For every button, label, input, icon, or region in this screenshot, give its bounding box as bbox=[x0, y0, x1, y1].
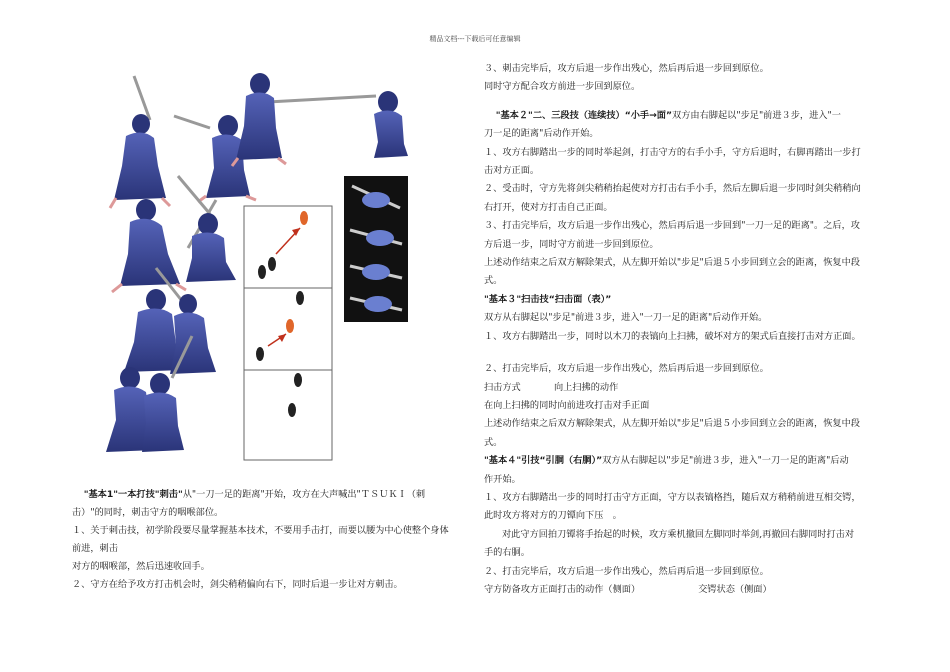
text-line: 在向上扫拂的同时向前进攻打击对手正面 bbox=[484, 399, 650, 411]
section-title-basic2: "基本２"二、三段技（连续技）“小手→面” bbox=[495, 109, 673, 121]
kendo-figure bbox=[170, 294, 216, 374]
text-line: ３、打击完毕后，攻方后退一步作出残心，然后再后退一步回到"一刀一足的距离"。之后，攻 bbox=[484, 220, 860, 232]
text-line: 击对方正面。 bbox=[484, 165, 540, 177]
text-line: ３、刺击完毕后，攻方后退一步作出残心，然后再后退一步回到原位。 bbox=[484, 63, 769, 74]
section-title-basic3: "基本３"扫击技“扫击面（表）” bbox=[484, 293, 612, 305]
kendo-illustration bbox=[86, 58, 466, 463]
text-line: １、攻方右脚踏出一步的同时打击守方正面，守方以表镐格挡，随后双方稍稍前进互相交锷， bbox=[484, 491, 861, 503]
section-title-basic4: "基本４"引技“引胴（右胴）” bbox=[484, 455, 603, 467]
grip-photo bbox=[344, 176, 408, 322]
text-line: １、关于刺击技，初学阶段要尽量掌握基本技术，不要用手击打，而要以腰为中心使整个身体 bbox=[72, 525, 449, 536]
kendo-figure bbox=[374, 91, 408, 158]
text-line: 刀一足的距离"后动作开始。 bbox=[484, 128, 599, 140]
text-line: ２、打击完毕后，攻方后退一步作出残心，然后再后退一步回到原位。 bbox=[484, 565, 769, 577]
text-line: 上述动作结束之后双方解除架式，从左脚开始以"步足"后退５小步回到立会的距离，恢复中段 bbox=[484, 418, 860, 430]
text-line: １、攻方右脚踏出一步的同时举起剑，打击守方的右手小手，守方后退时，右脚再踏出一步打 bbox=[484, 146, 861, 158]
text-line: 式。 bbox=[484, 436, 503, 448]
text-line: ２、守方在给予攻方打击机会时，剑尖稍稍偏向右下，同时后退一步让对方刺击。 bbox=[72, 579, 403, 590]
text-line: １、攻方右脚踏出一步，同时以木刀的表镐向上扫拂，破坏对方的架式后直接打击对方正面。 bbox=[484, 330, 861, 342]
text-line: 前进，刺击 bbox=[72, 543, 118, 554]
paragraph: "基本２"二、三段技（连续技）“小手→面”双方由右脚起以"步足"前进３步，进入"一 bbox=[495, 109, 841, 121]
page-header: 精品文档---下载后可任意编辑 bbox=[429, 35, 521, 43]
text-line: 对方的咽喉部，然后迅速收回手。 bbox=[72, 561, 210, 572]
paragraph: "基本４"引技“引胴（右胴）”双方从右脚起以"步足"前进３步，进入"一刀一足的距离"后动 bbox=[484, 455, 849, 467]
text-line: 右打开，使对方打击自己正面。 bbox=[484, 201, 613, 213]
kendo-figure bbox=[142, 373, 184, 452]
right-column-text bbox=[484, 60, 880, 599]
text-line: 此时攻方将对方的刀镡向下压 。 bbox=[484, 510, 622, 522]
text-line: 方后退一步，同时守方前进一步回到原位。 bbox=[484, 238, 659, 250]
text-line: 守方防备攻方正面打击的动作（侧面） 交锷状态（侧面） bbox=[484, 583, 772, 595]
text-line: 手的右胴。 bbox=[484, 547, 530, 559]
text-line: 上述动作结束之后双方解除架式，从左脚开始以"步足"后退５小步回到立会的距离，恢复中段 bbox=[484, 257, 860, 269]
paragraph: "基本1"一本打技"刺击"从"一刀一足的距离"开始，攻方在大声喊出"ＴＳＵＫＩ（刺 bbox=[83, 489, 426, 500]
footwork-diagram bbox=[244, 206, 332, 460]
text-line: 双方从右脚起以"步足"前进３步，进入"一刀一足的距离"后动作开始。 bbox=[484, 312, 768, 324]
text-line: 式。 bbox=[484, 275, 503, 287]
text-line: 击）"的同时，刺击守方的咽喉部位。 bbox=[72, 507, 224, 518]
kendo-figure bbox=[232, 73, 376, 166]
section-title-basic1: "基本1"一本打技"刺击" bbox=[83, 489, 183, 500]
text-line: 对此守方回拍刀镡将手抬起的时候，攻方乘机撤回左脚同时举剑,再撤回右脚同时打击对 bbox=[502, 528, 855, 540]
text-line: ２、打击完毕后，攻方后退一步作出残心，然后再后退一步回到原位。 bbox=[484, 363, 769, 375]
text-line: ２、受击时，守方先将剑尖稍稍抬起使对方打击右手小手，然后左脚后退一步同时剑尖稍稍向 bbox=[484, 183, 861, 195]
text-line: 作开始。 bbox=[484, 473, 521, 485]
text-line: 同时守方配合攻方前进一步回到原位。 bbox=[484, 81, 641, 93]
left-column-text bbox=[72, 486, 472, 594]
text-line: 扫击方式 向上扫拂的动作 bbox=[484, 381, 619, 393]
kendo-figure bbox=[110, 76, 170, 208]
kendo-figure bbox=[186, 200, 236, 282]
